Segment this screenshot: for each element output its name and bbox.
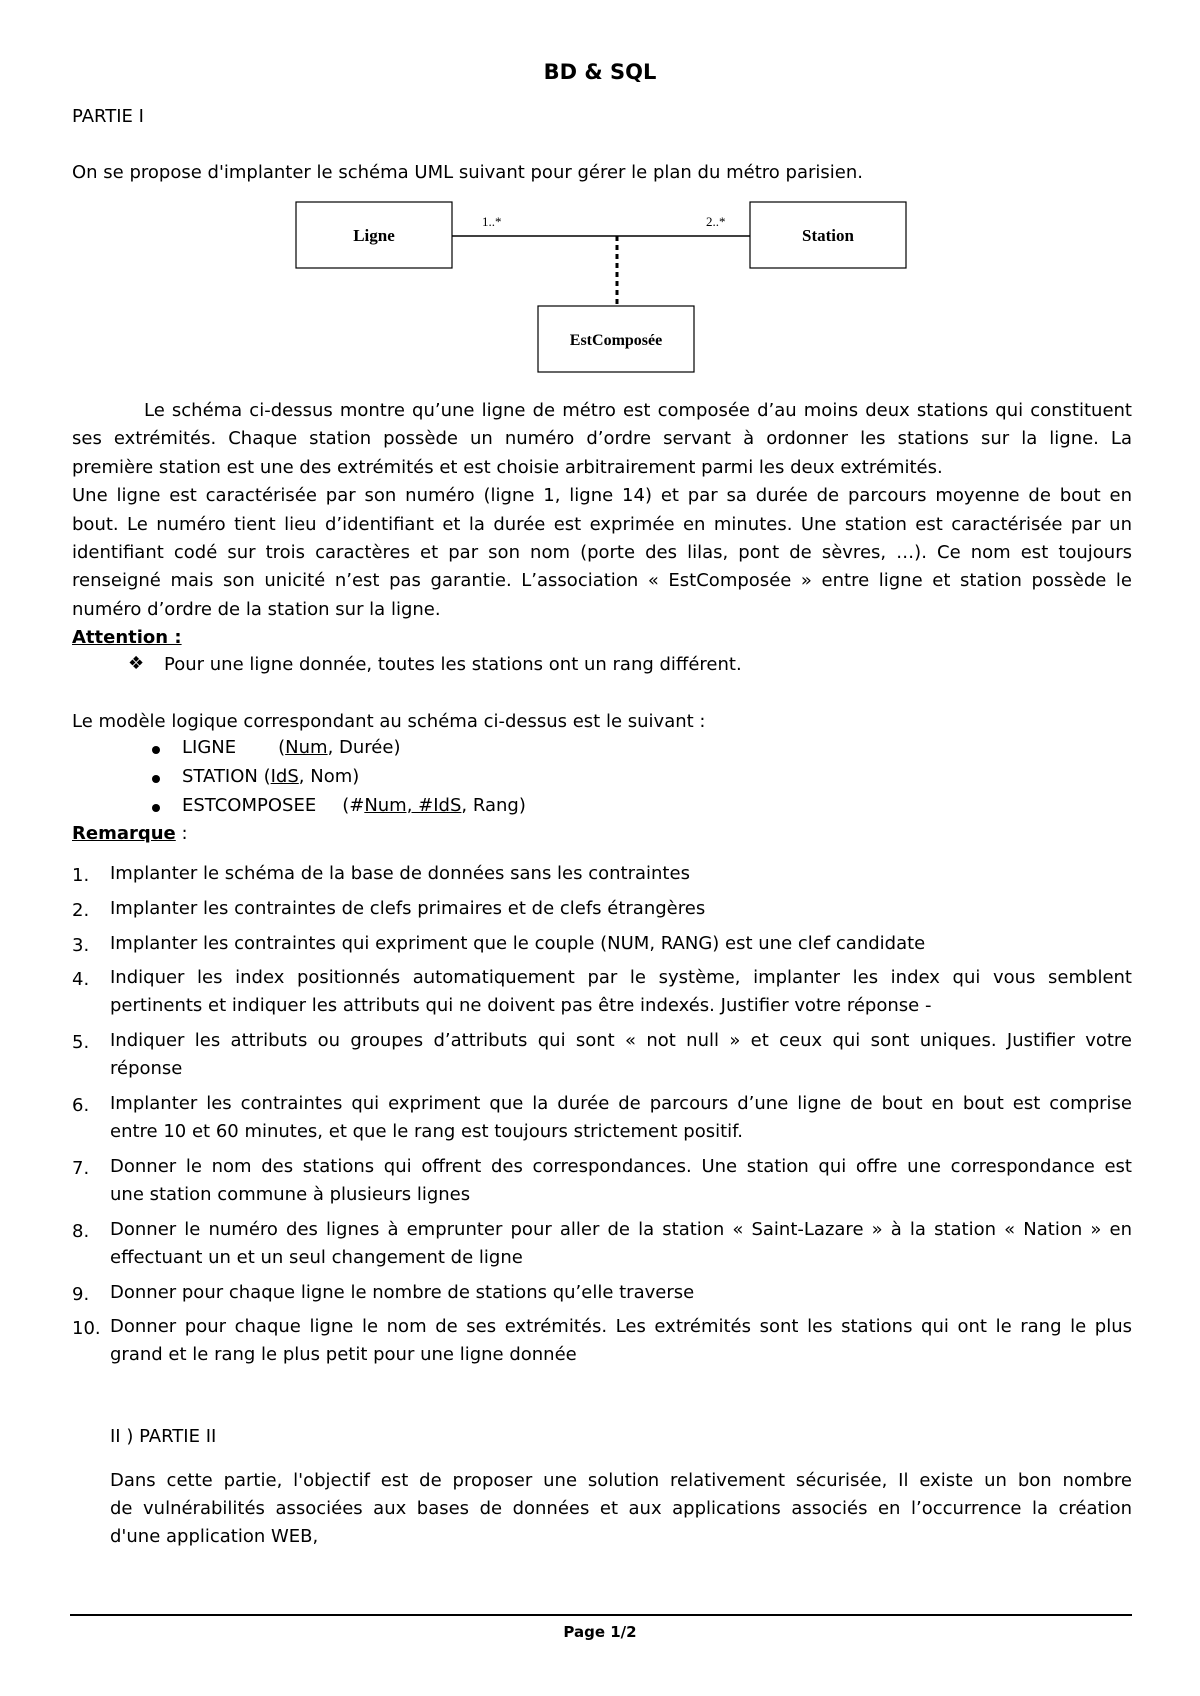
multiplicity-right: 2..* [706, 214, 726, 229]
question-number: 8. [72, 1221, 90, 1242]
model-station-name: STATION ( [182, 766, 271, 787]
description-line: Le schéma ci-dessus montre qu’une ligne de métro est composée d’au moins deux stations qui constituent [144, 400, 1132, 421]
question-text [110, 1153, 1132, 1209]
question-number: 4. [72, 969, 90, 990]
question-number: 1. [72, 865, 90, 886]
model-station-key: IdS [270, 766, 299, 787]
question-line: une station commune à plusieurs lignes [110, 1184, 471, 1205]
question-line: Implanter les contraintes de clefs primaires et de clefs étrangères [110, 898, 706, 919]
question-line: Donner pour chaque ligne le nombre de stations qu’elle traverse [110, 1282, 695, 1303]
bullet-icon [152, 746, 160, 754]
question-line: Implanter le schéma de la base de données sans les contraintes [110, 863, 690, 884]
question-line: effectuant un et un seul changement de ligne [110, 1247, 523, 1268]
question-number: 2. [72, 900, 90, 921]
question-number: 6. [72, 1095, 90, 1116]
multiplicity-left: 1..* [482, 214, 502, 229]
uml-diagram [0, 190, 1200, 380]
question-text [110, 1027, 1132, 1083]
description-paragraph [72, 397, 1132, 624]
question-line: Donner le nom des stations qui offrent des correspondances. Une station qui offre une correspondance est [110, 1156, 1132, 1177]
footer-divider [70, 1614, 1132, 1616]
question-number: 10. [72, 1318, 101, 1339]
remarque [72, 823, 188, 844]
description-line: Une ligne est caractérisée par son numéro (ligne 1, ligne 14) et par sa durée de parcours moyenne de bout en [72, 485, 1132, 507]
question-text [110, 964, 1132, 1020]
question-text [110, 1279, 1132, 1307]
class-ligne-label: Ligne [353, 226, 395, 245]
question-text [110, 1216, 1132, 1272]
description-line: renseigné mais son unicité n’est pas garantie. L’association « EstComposée » entre ligne et station possède le [72, 570, 1132, 592]
model-ligne-rest: , Durée) [327, 737, 401, 758]
question-number: 5. [72, 1032, 90, 1053]
model-estcomposee: ESTCOMPOSEE (#Num, #IdS, Rang) [182, 795, 526, 816]
logical-model-intro: Le modèle logique correspondant au schéma ci-dessus est le suivant : [72, 711, 706, 732]
model-ligne-name: LIGNE [182, 737, 237, 758]
part2-line: de vulnérabilités associées aux bases de données et aux applications associés en l’occurrence la création [110, 1498, 1132, 1519]
class-estcomposee-label: EstComposée [569, 332, 663, 349]
question-line: Indiquer les index positionnés automatiquement par le système, implanter les index qui vous semblent [110, 967, 1132, 988]
page-title: BD & SQL [543, 60, 657, 84]
diamond-bullet-icon: ❖ [128, 653, 145, 674]
question-text [110, 1313, 1132, 1369]
model-estcomposee-key: Num, #IdS [364, 795, 462, 816]
remarque-colon: : [175, 823, 188, 844]
model-station [182, 766, 359, 787]
attention-label: Attention : [72, 627, 182, 648]
question-text [110, 930, 1132, 958]
description-line: première station est une des extrémités et est choisie arbitrairement parmi les deux extrémités. [72, 456, 943, 478]
description-line: ses extrémités. Chaque station possède un numéro d’ordre servant à ordonner les stations sur la ligne. La [72, 428, 1132, 450]
intro-text: On se propose d'implanter le schéma UML suivant pour gérer le plan du métro parisien. [72, 162, 863, 183]
part2-line: Dans cette partie, l'objectif est de proposer une solution relativement sécurisée, Il existe un bon nombre [110, 1470, 1132, 1491]
question-number: 9. [72, 1284, 90, 1305]
question-line: Donner le numéro des lignes à emprunter pour aller de la station « Saint-Lazare » à la station « Nation » en [110, 1219, 1132, 1240]
description-line: identifiant codé sur trois caractères et par son nom (porte des lilas, pont de sèvres, …). Ce nom est toujours [72, 542, 1132, 564]
part2-paragraph [110, 1467, 1132, 1551]
question-number: 7. [72, 1158, 90, 1179]
question-text [110, 1090, 1132, 1146]
model-estcomposee-name: ESTCOMPOSEE [182, 795, 317, 816]
bullet-icon [152, 775, 160, 783]
question-line: pertinents et indiquer les attributs qui ne doivent pas être indexés. Justifier votre réponse - [110, 995, 932, 1016]
question-line: réponse [110, 1058, 183, 1079]
page-number: Page 1/2 [563, 1623, 637, 1641]
question-line: Implanter les contraintes qui expriment que la durée de parcours d’une ligne de bout en bout est comprise [110, 1093, 1132, 1114]
part1-heading: PARTIE I [72, 106, 144, 127]
bullet-icon [152, 804, 160, 812]
description-line: bout. Le numéro tient lieu d’identifiant et la durée est exprimée en minutes. Une station est caractérisée par un [72, 513, 1132, 535]
model-ligne: LIGNE (Num, Durée) [182, 737, 401, 758]
part2-line: d'une application WEB, [110, 1526, 319, 1547]
question-number: 3. [72, 935, 90, 956]
class-station-label: Station [802, 226, 854, 245]
description-line: numéro d’ordre de la station sur la ligne. [72, 598, 441, 620]
question-line: grand et le rang le plus petit pour une ligne donnée [110, 1344, 577, 1365]
model-ligne-key: Num [285, 737, 328, 758]
question-line: entre 10 et 60 minutes, et que le rang est toujours strictement positif. [110, 1121, 743, 1142]
question-text [110, 895, 1132, 923]
question-text [110, 860, 1132, 888]
question-line: Indiquer les attributs ou groupes d’attributs qui sont « not null » et ceux qui sont uniques. Justifier votre [110, 1030, 1132, 1051]
model-station-rest: , Nom) [298, 766, 360, 787]
model-estcomposee-rest: , Rang) [461, 795, 526, 816]
question-line: Donner pour chaque ligne le nom de ses extrémités. Les extrémités sont les stations qui ont le rang le plus [110, 1316, 1132, 1337]
attention-item: Pour une ligne donnée, toutes les stations ont un rang différent. [164, 654, 742, 675]
part2-heading: II ) PARTIE II [110, 1426, 217, 1447]
remarque-label: Remarque [72, 823, 176, 844]
question-line: Implanter les contraintes qui expriment que le couple (NUM, RANG) est une clef candidate [110, 933, 926, 954]
